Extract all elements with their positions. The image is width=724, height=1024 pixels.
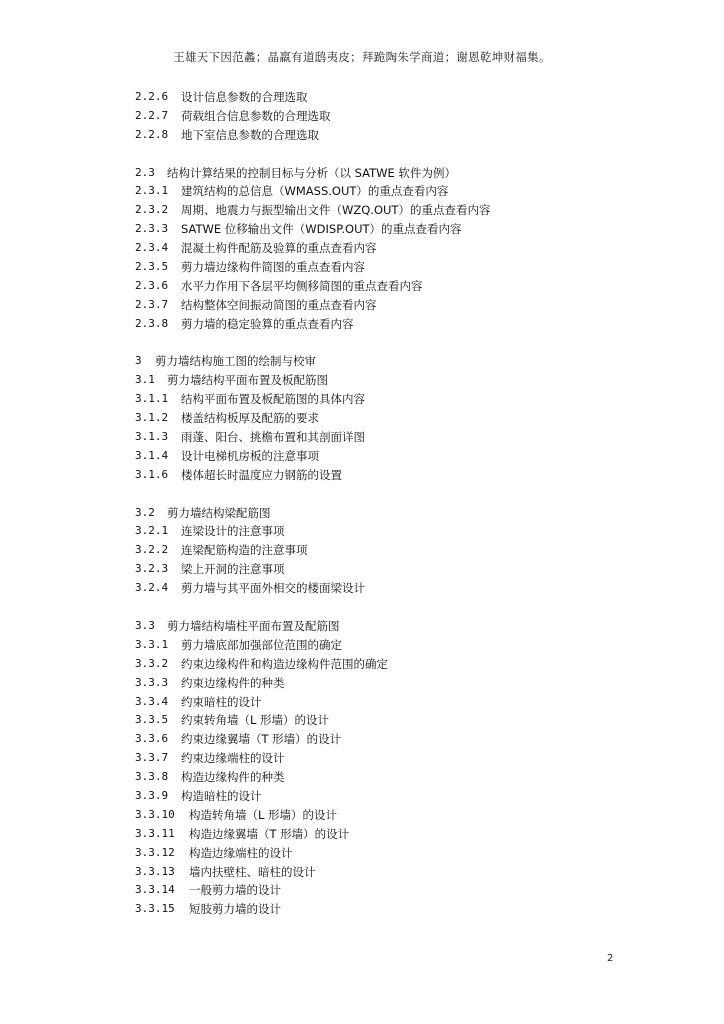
toc-entry-number: 3.2.4 — [135, 581, 169, 595]
toc-entry — [135, 504, 655, 523]
toc-entry-number: 3.3.15 — [135, 902, 175, 916]
toc-entry-number: 2.3.6 — [135, 278, 169, 292]
toc-entry-number: 2.3.7 — [135, 297, 169, 311]
toc-entry-title: 约束边缘端柱的设计 — [181, 751, 285, 766]
toc-entry — [135, 636, 655, 655]
page-number: 2 — [607, 953, 614, 964]
toc-entry-title: 连梁设计的注意事项 — [181, 524, 285, 539]
toc-entry-number: 3.2.1 — [135, 524, 169, 538]
toc-entry — [135, 447, 655, 466]
toc-entry-title: 构造暗柱的设计 — [181, 788, 262, 803]
toc-entry — [135, 711, 655, 730]
toc-entry-title: 结构计算结果的控制目标与分析（以 SATWE 软件为例） — [167, 165, 456, 180]
toc-entry-number: 3.1.4 — [135, 448, 169, 462]
toc-entry-number: 2.3.5 — [135, 260, 169, 274]
toc-entry-title: 剪力墙结构墙柱平面布置及配筋图 — [167, 618, 340, 633]
toc-entry — [135, 768, 655, 787]
toc-entry — [135, 315, 655, 334]
toc-entry-number: 3.3.4 — [135, 694, 169, 708]
toc-entry-title: 构造边缘端柱的设计 — [189, 845, 293, 860]
toc-entry-title: 短肢剪力墙的设计 — [189, 902, 281, 917]
toc-entry-title: 楼盖结构板厚及配筋的要求 — [181, 411, 319, 426]
toc-entry — [135, 787, 655, 806]
toc-entry — [135, 126, 655, 145]
toc-entry — [135, 258, 655, 277]
toc-entry-title: 剪力墙底部加强部位范围的确定 — [181, 637, 342, 652]
toc-entry-number: 3.1.2 — [135, 411, 169, 425]
toc-entry-number: 3.3.6 — [135, 732, 169, 746]
toc-entry-number: 2.2.8 — [135, 127, 169, 141]
toc-entry-title: 楼体超长时温度应力钢筋的设置 — [181, 467, 342, 482]
toc-entry — [135, 390, 655, 409]
toc-entry-title: 周期、地震力与振型输出文件（WZQ.OUT）的重点查看内容 — [181, 203, 491, 218]
toc-entry — [135, 541, 655, 560]
toc-entry — [135, 881, 655, 900]
toc-entry — [135, 352, 655, 371]
toc-entry-number: 3.2 — [135, 505, 155, 519]
toc-entry-number: 3.3.1 — [135, 637, 169, 651]
toc-entry-title: 荷载组合信息参数的合理选取 — [181, 108, 331, 123]
toc-entry-title: 梁上开洞的注意事项 — [181, 562, 285, 577]
toc-entry — [135, 107, 655, 126]
toc-entry — [135, 900, 655, 919]
toc-entry — [135, 579, 655, 598]
toc-entry-title: 一般剪力墙的设计 — [189, 883, 281, 898]
toc-entry-title: 约束边缘构件的种类 — [181, 675, 285, 690]
toc-entry — [135, 220, 655, 239]
toc-entry-title: 雨蓬、阳台、挑檐布置和其剖面详图 — [181, 430, 365, 445]
toc-entry-title: 结构平面布置及板配筋图的具体内容 — [181, 392, 365, 407]
page-header: 王雄天下因范蠡；晶羸有道鸱夷皮；拜跪陶朱学商道；谢恩乾坤财福集。 — [173, 50, 551, 64]
toc-entry — [135, 674, 655, 693]
toc-entry-title: SATWE 位移输出文件（WDISP.OUT）的重点查看内容 — [181, 222, 462, 237]
toc-entry-number: 3.1.1 — [135, 392, 169, 406]
toc-entry — [135, 409, 655, 428]
toc-entry-title: 构造边缘翼墙（T 形墙）的设计 — [189, 826, 350, 841]
toc-entry-number: 2.3.2 — [135, 203, 169, 217]
toc-entry-title: 约束暗柱的设计 — [181, 694, 262, 709]
toc-entry — [135, 201, 655, 220]
toc-entry — [135, 164, 655, 183]
toc-entry-number: 3.2.3 — [135, 562, 169, 576]
toc-entry-number: 3.3.5 — [135, 713, 169, 727]
toc-entry-number: 3 — [135, 354, 142, 368]
toc-entry-number: 3.3.14 — [135, 883, 175, 897]
table-of-contents — [135, 88, 655, 919]
toc-entry-number: 3.3.12 — [135, 845, 175, 859]
toc-entry-number: 3.1.3 — [135, 430, 169, 444]
toc-spacer — [135, 334, 655, 353]
toc-entry-number: 2.3 — [135, 165, 155, 179]
toc-entry — [135, 749, 655, 768]
toc-entry-title: 地下室信息参数的合理选取 — [181, 127, 319, 142]
toc-entry-number: 3.3.9 — [135, 788, 169, 802]
toc-entry — [135, 844, 655, 863]
toc-entry — [135, 466, 655, 485]
toc-entry-number: 2.3.8 — [135, 316, 169, 330]
toc-entry-title: 建筑结构的总信息（WMASS.OUT）的重点查看内容 — [181, 184, 449, 199]
toc-entry-title: 约束转角墙（L 形墙）的设计 — [181, 713, 330, 728]
toc-entry — [135, 806, 655, 825]
toc-entry-number: 3.2.2 — [135, 543, 169, 557]
toc-entry-title: 水平力作用下各层平均侧移简图的重点查看内容 — [181, 278, 423, 293]
toc-entry — [135, 182, 655, 201]
toc-entry-title: 设计信息参数的合理选取 — [181, 90, 308, 104]
toc-entry-title: 剪力墙的稳定验算的重点查看内容 — [181, 316, 354, 331]
toc-entry-title: 连梁配筋构造的注意事项 — [181, 543, 308, 558]
toc-entry-number: 3.3.2 — [135, 656, 169, 670]
toc-entry-number: 2.2.7 — [135, 108, 169, 122]
toc-entry — [135, 522, 655, 541]
toc-entry-number: 3.1 — [135, 373, 155, 387]
toc-entry — [135, 428, 655, 447]
toc-entry-number: 2.3.3 — [135, 222, 169, 236]
toc-entry-title: 构造转角墙（L 形墙）的设计 — [189, 807, 338, 822]
toc-entry-title: 剪力墙结构梁配筋图 — [167, 505, 271, 520]
toc-spacer — [135, 485, 655, 504]
toc-entry-title: 约束边缘翼墙（T 形墙）的设计 — [181, 732, 342, 747]
toc-entry-number: 3.3.3 — [135, 675, 169, 689]
toc-spacer — [135, 598, 655, 617]
toc-entry-title: 剪力墙结构施工图的绘制与校审 — [155, 354, 316, 369]
toc-entry — [135, 88, 655, 107]
toc-entry-number: 3.3 — [135, 618, 155, 632]
toc-entry-number: 3.3.8 — [135, 770, 169, 784]
toc-entry — [135, 693, 655, 712]
toc-entry-title: 剪力墙结构平面布置及板配筋图 — [167, 373, 328, 388]
toc-entry — [135, 239, 655, 258]
toc-entry — [135, 617, 655, 636]
toc-entry — [135, 371, 655, 390]
toc-entry-title: 混凝土构件配筋及验算的重点查看内容 — [181, 241, 377, 256]
toc-entry-number: 3.3.7 — [135, 751, 169, 765]
toc-entry-number: 3.3.11 — [135, 826, 175, 840]
toc-spacer — [135, 145, 655, 164]
toc-entry-title: 设计电梯机房板的注意事项 — [181, 448, 319, 463]
toc-entry-title: 剪力墙边缘构件简图的重点查看内容 — [181, 260, 365, 275]
toc-entry — [135, 825, 655, 844]
toc-entry — [135, 655, 655, 674]
toc-entry-number: 2.3.1 — [135, 184, 169, 198]
toc-entry-title: 约束边缘构件和构造边缘构件范围的确定 — [181, 656, 388, 671]
toc-entry-title: 剪力墙与其平面外相交的楼面梁设计 — [181, 581, 365, 596]
toc-entry-number: 3.1.6 — [135, 467, 169, 481]
toc-entry-title: 墙内扶壁柱、暗柱的设计 — [189, 864, 316, 879]
toc-entry — [135, 863, 655, 882]
toc-entry — [135, 730, 655, 749]
toc-entry-number: 2.2.6 — [135, 90, 169, 103]
toc-entry-number: 2.3.4 — [135, 241, 169, 255]
toc-entry — [135, 560, 655, 579]
toc-entry-number: 3.3.13 — [135, 864, 175, 878]
toc-entry-number: 3.3.10 — [135, 807, 175, 821]
toc-entry-title: 构造边缘构件的种类 — [181, 770, 285, 785]
toc-entry-title: 结构整体空间振动简图的重点查看内容 — [181, 297, 377, 312]
toc-entry — [135, 296, 655, 315]
toc-entry — [135, 277, 655, 296]
